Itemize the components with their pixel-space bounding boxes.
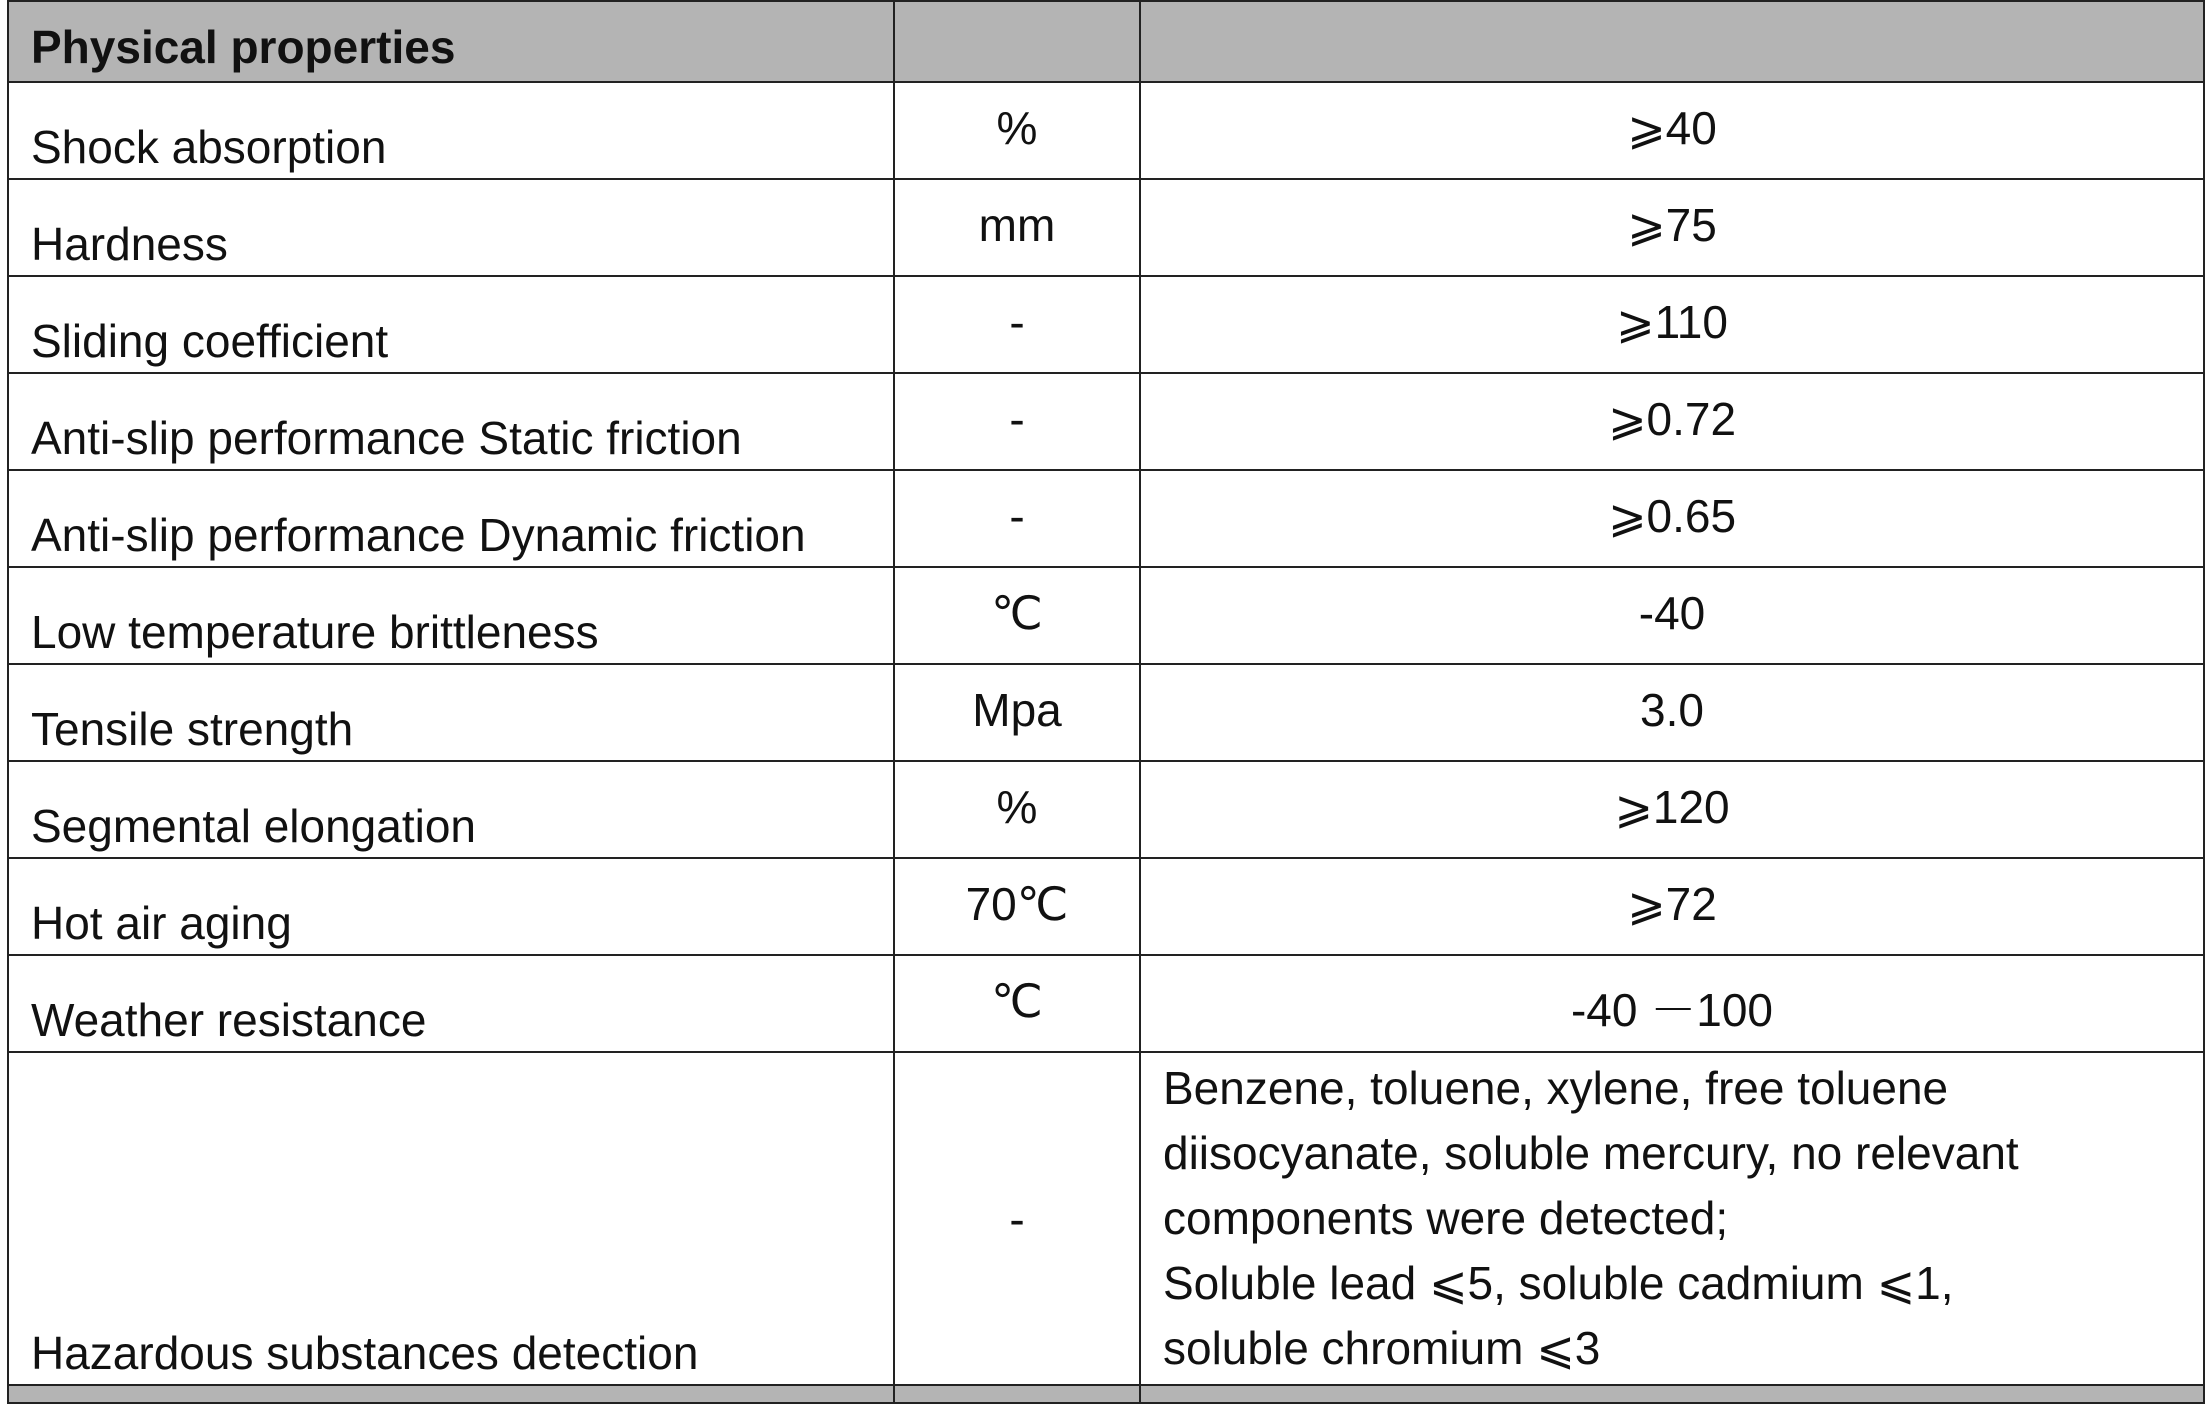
property-cell: Weather resistance [8,955,894,1052]
table-row [8,761,2204,858]
table-row [8,567,2204,664]
table-row [8,955,2204,1052]
table-row [8,664,2204,761]
hazard-value-line: Benzene, toluene, xylene, free toluene [1163,1062,1949,1114]
footer-cell [894,1385,1140,1403]
unit-cell: % [894,82,1140,179]
hazard-value-line: components were detected; [1163,1192,1729,1244]
property-cell: Tensile strength [8,664,894,761]
table-row [8,470,2204,567]
property-cell: Anti-slip performance Dynamic friction [8,470,894,567]
table-footer-row [8,1385,2204,1403]
unit-cell: 70℃ [894,858,1140,955]
table-row [8,179,2204,276]
physical-properties-table [7,0,2205,1404]
property-cell: Low temperature brittleness [8,567,894,664]
header-value-cell [1140,1,2204,82]
unit-cell: Mpa [894,664,1140,761]
value-cell: 3.0 [1140,664,2204,761]
unit-cell: ℃ [894,955,1140,1052]
table-row [8,82,2204,179]
unit-cell: - [894,276,1140,373]
unit-cell: % [894,761,1140,858]
unit-cell: mm [894,179,1140,276]
value-cell: ⩾120 [1140,761,2204,858]
hazard-value-line: soluble chromium ⩽3 [1163,1322,1601,1374]
hazard-value-cell [1140,1052,2204,1385]
property-cell: Shock absorption [8,82,894,179]
unit-cell: - [894,1052,1140,1385]
table-row [8,276,2204,373]
property-cell: Anti-slip performance Static friction [8,373,894,470]
table-row [8,373,2204,470]
value-cell: ⩾0.65 [1140,470,2204,567]
table-row [8,858,2204,955]
property-cell: Hardness [8,179,894,276]
value-cell: ⩾0.72 [1140,373,2204,470]
property-cell: Segmental elongation [8,761,894,858]
table-header-row [8,1,2204,82]
unit-cell: - [894,470,1140,567]
hazard-row [8,1052,2204,1385]
property-cell: Hot air aging [8,858,894,955]
value-cell: ⩾110 [1140,276,2204,373]
value-cell: -40 [1140,567,2204,664]
footer-cell [1140,1385,2204,1403]
value-cell: ⩾40 [1140,82,2204,179]
hazard-value-line: diisocyanate, soluble mercury, no relevant [1163,1127,2019,1179]
footer-cell [8,1385,894,1403]
header-title: Physical properties [8,1,894,82]
unit-cell: ℃ [894,567,1140,664]
value-cell: ⩾75 [1140,179,2204,276]
hazard-value-line: Soluble lead ⩽5, soluble cadmium ⩽1, [1163,1257,1954,1309]
property-cell: Hazardous substances detection [8,1052,894,1385]
header-unit-cell [894,1,1140,82]
unit-cell: - [894,373,1140,470]
property-cell: Sliding coefficient [8,276,894,373]
value-cell: ⩾72 [1140,858,2204,955]
value-cell: -40 －100 [1140,955,2204,1052]
